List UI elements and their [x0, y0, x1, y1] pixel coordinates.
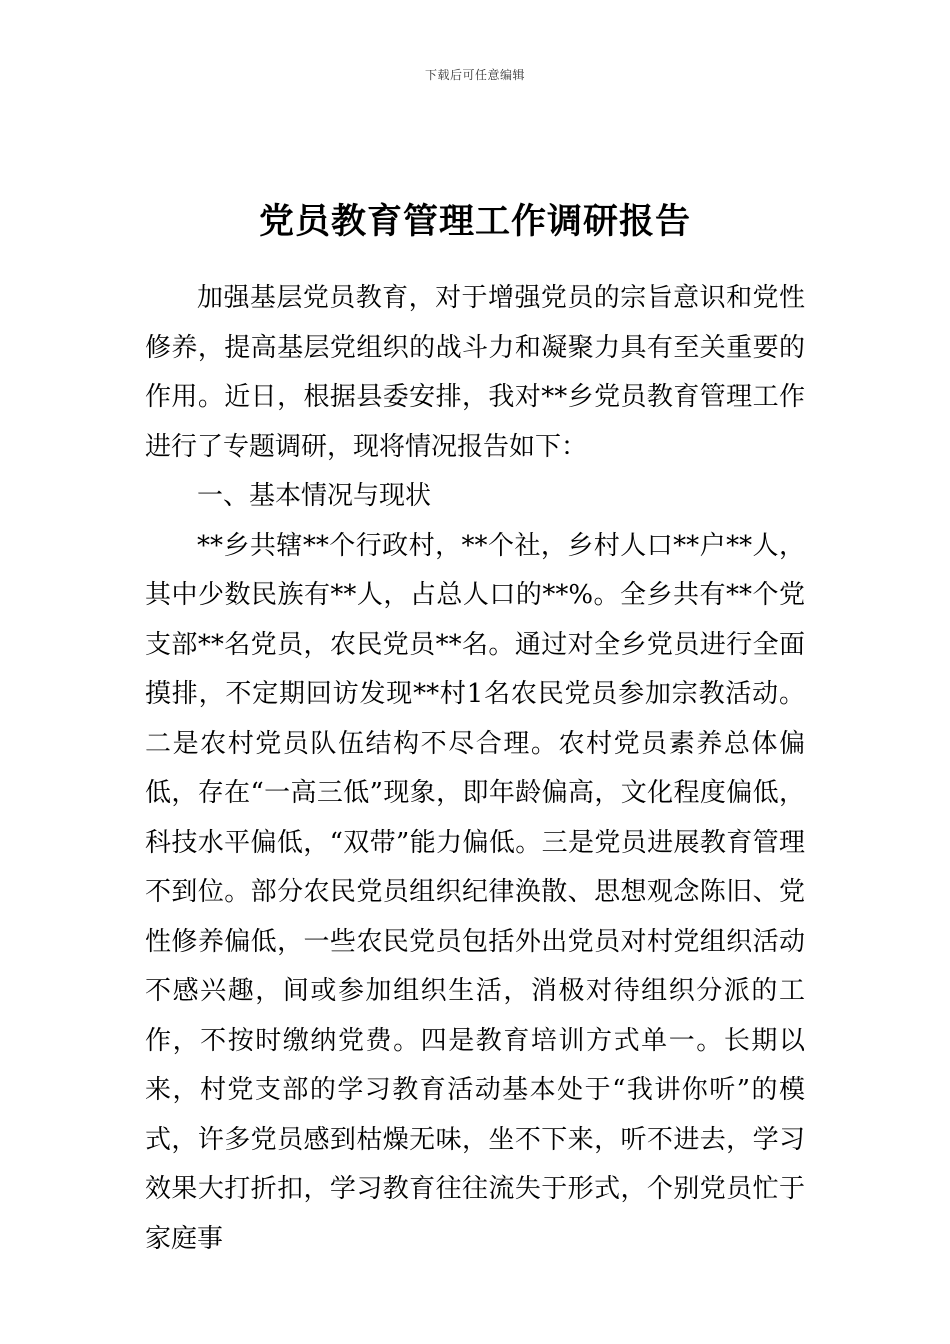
header-note: 下载后可任意编辑 — [424, 68, 525, 82]
paragraph-intro: 加强基层党员教育，对于增强党员的宗旨意识和党性修养，提高基层党组织的战斗力和凝聚力具有至关重要的作用。近日，根据县委安排，我对**乡党员教育管理工作进行了专题调研，现将情况报告如下： — [145, 283, 805, 462]
document-title: 党员教育管理工作调研报告 — [258, 201, 691, 243]
paragraph-situation: **乡共辖**个行政村，**个社，乡村人口**户**人，其中少数民族有**人，占总人口的**%。全乡共有**个党支部**名党员，农民党员**名。通过对全乡党员进行全面摸排，不定期回访发现**村1名农民党员参加宗教活动。二是农村党员队伍结构不尽合理。农村党员素养总体偏低，存在“一高三低”现象，即年龄偏高，文化程度偏低，科技水平偏低，“双带”能力偏低。三是党员进展教育管理不到位。部分农民党员组织纪律涣散、思想观念陈旧、党性修养偏低，一些农民党员包括外出党员对村党组织活动不感兴趣，间或参加组织生活，消极对待组织分派的工作，不按时缴纳党费。四是教育培训方式单一。长期以来，村党支部的学习教育活动基本处于“我讲你听”的模式，许多党员感到枯燥无味，坐不下来，听不进去，学习效果大打折扣，学习教育往往流失于形式，个别党员忙于家庭事 — [145, 530, 805, 1254]
document-body — [145, 274, 805, 1264]
section-heading: 一、基本情况与现状 — [197, 481, 432, 511]
